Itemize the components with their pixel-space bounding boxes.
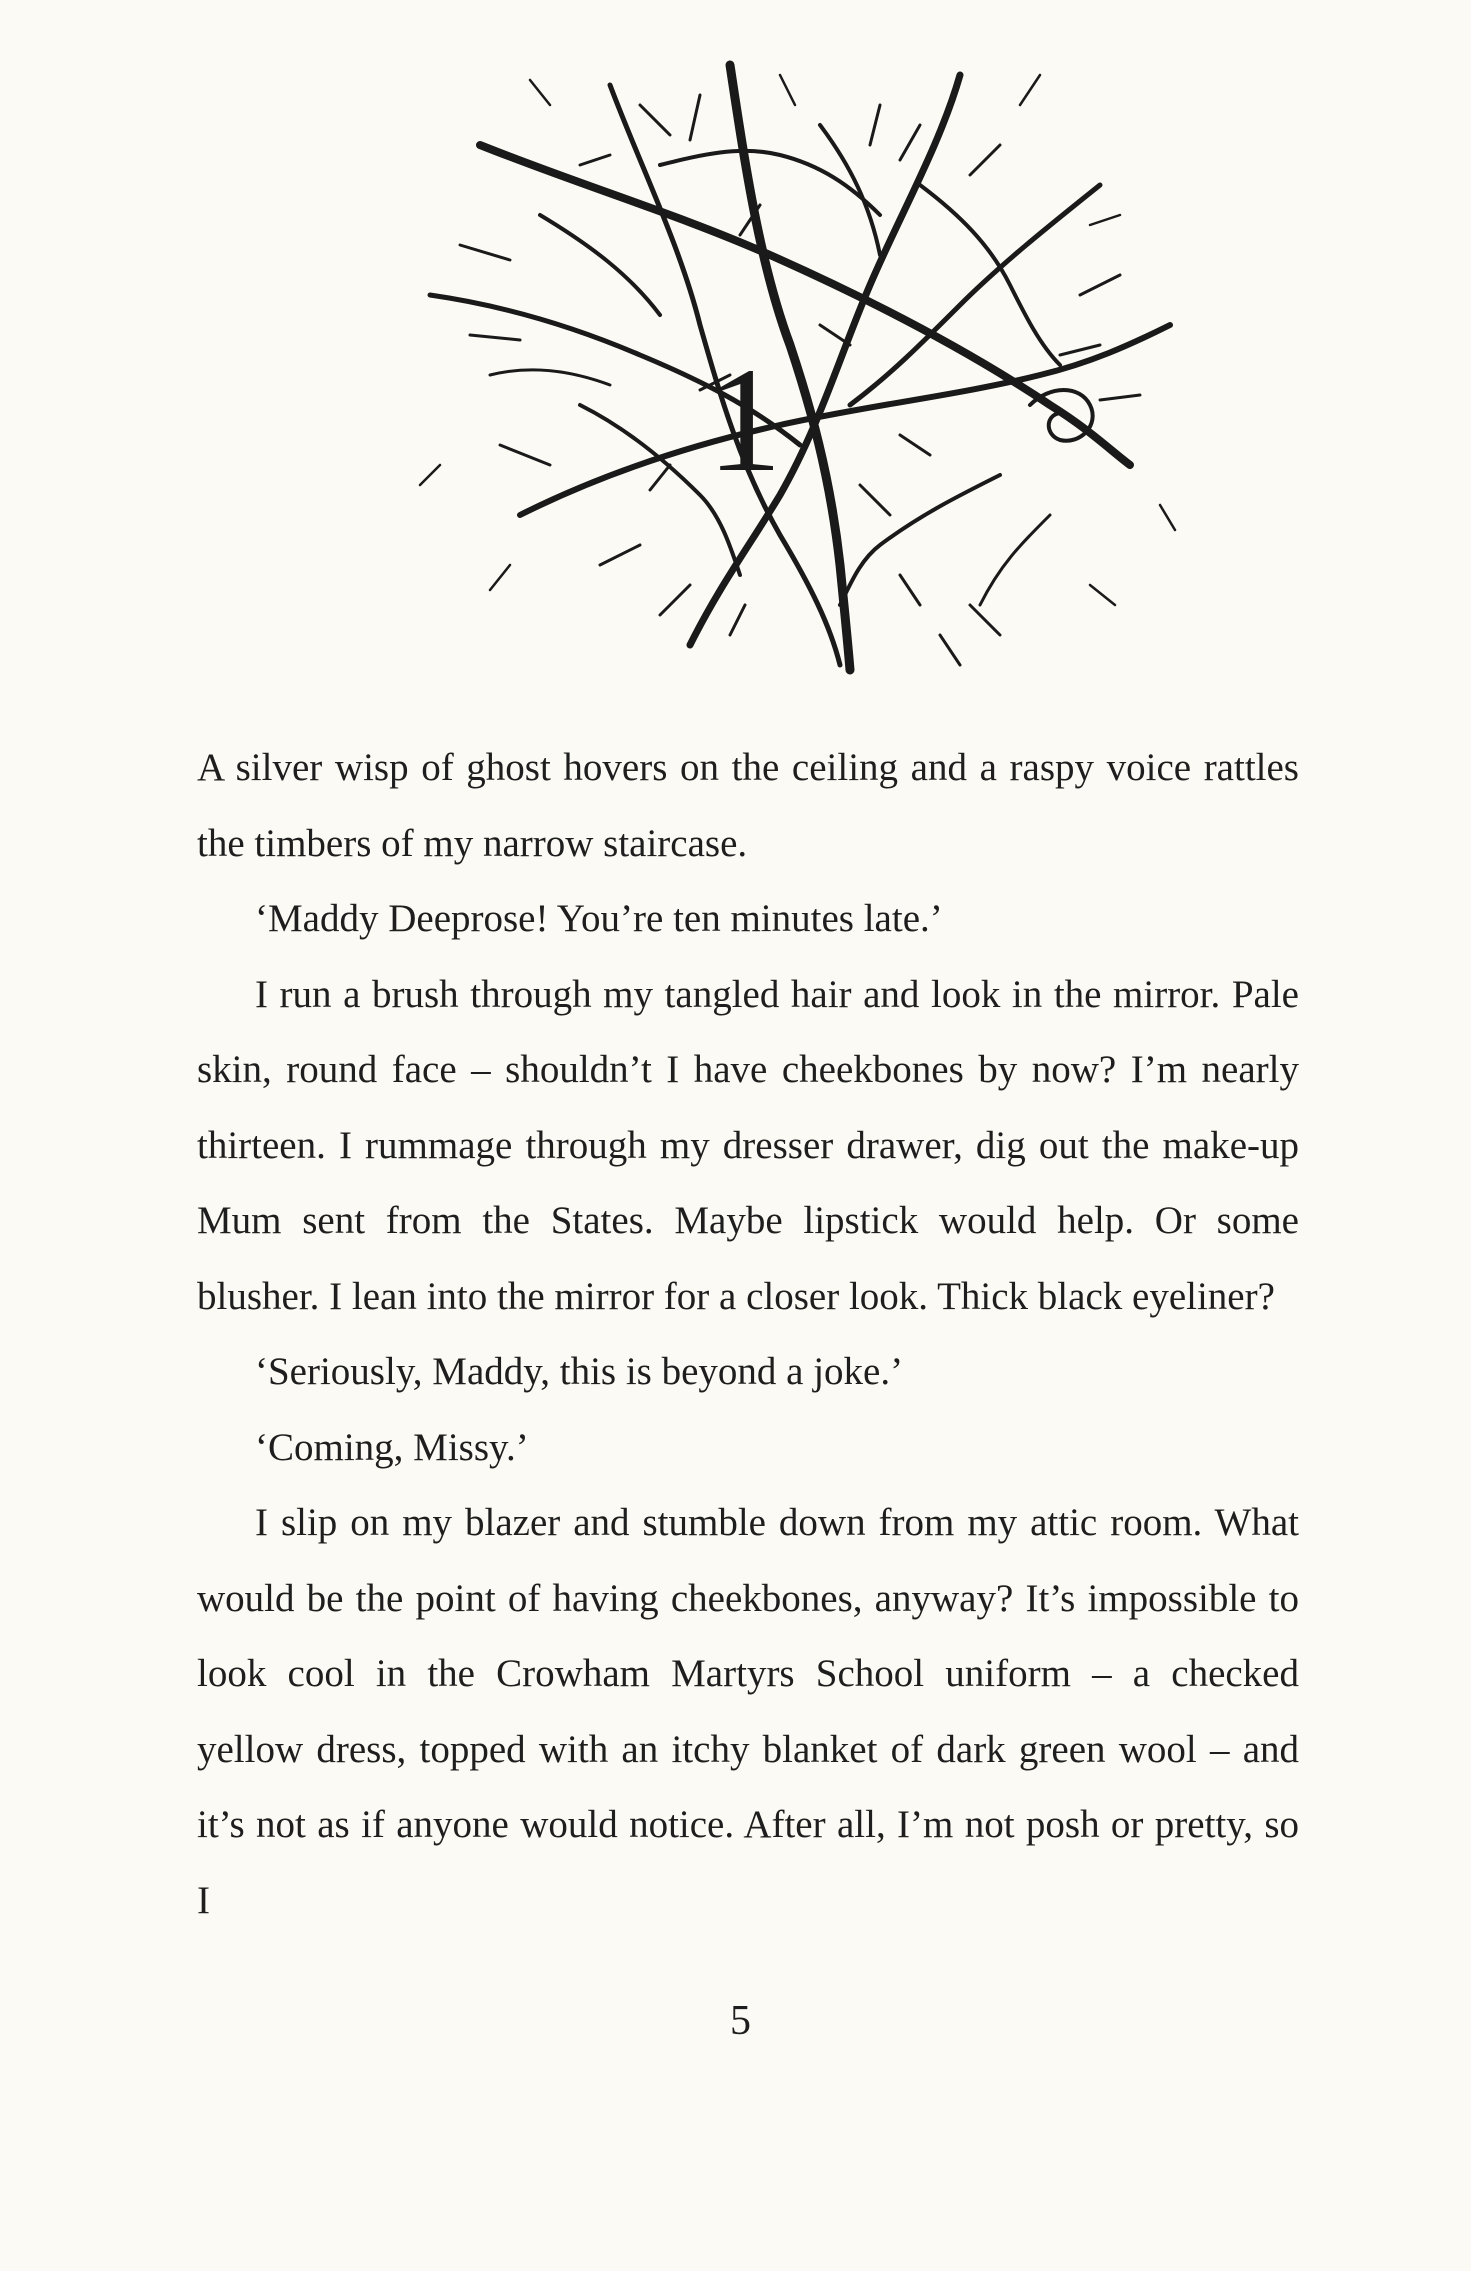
paragraph: I run a brush through my tangled hair and look in the mirror. Pale skin, round face – shouldn’t I have cheekbones by now? I’m nearly thirteen. I rummage through my dresser drawer, dig out the make-up Mum sent from the States. Maybe lipstick would help. Or some blusher. I lean into the mirror for a closer look. Thick black eyeliner? — [197, 972, 1299, 1318]
page-number: 5 — [730, 1998, 751, 2044]
chapter-number: 1 — [707, 337, 782, 503]
paragraph: ‘Coming, Missy.’ — [255, 1425, 529, 1469]
paragraph: A silver wisp of ghost hovers on the ceiling and a raspy voice rattles the timbers of my narrow staircase. — [197, 746, 1299, 865]
paragraph: ‘Maddy Deeprose! You’re ten minutes late.’ — [255, 897, 943, 940]
paragraph: ‘Seriously, Maddy, this is beyond a joke.’ — [255, 1350, 904, 1393]
paragraph: I slip on my blazer and stumble down from my attic room. What would be the point of having cheekbones, anyway? It’s impossible to look cool in the Crowham Martyrs School uniform – a checked yellow dress, topped with an itchy blanket of dark green wool – and it’s not as if anyone would notice. After all, I’m not posh or pretty, so I — [197, 1501, 1299, 1922]
chapter-body-text — [197, 730, 1299, 1938]
